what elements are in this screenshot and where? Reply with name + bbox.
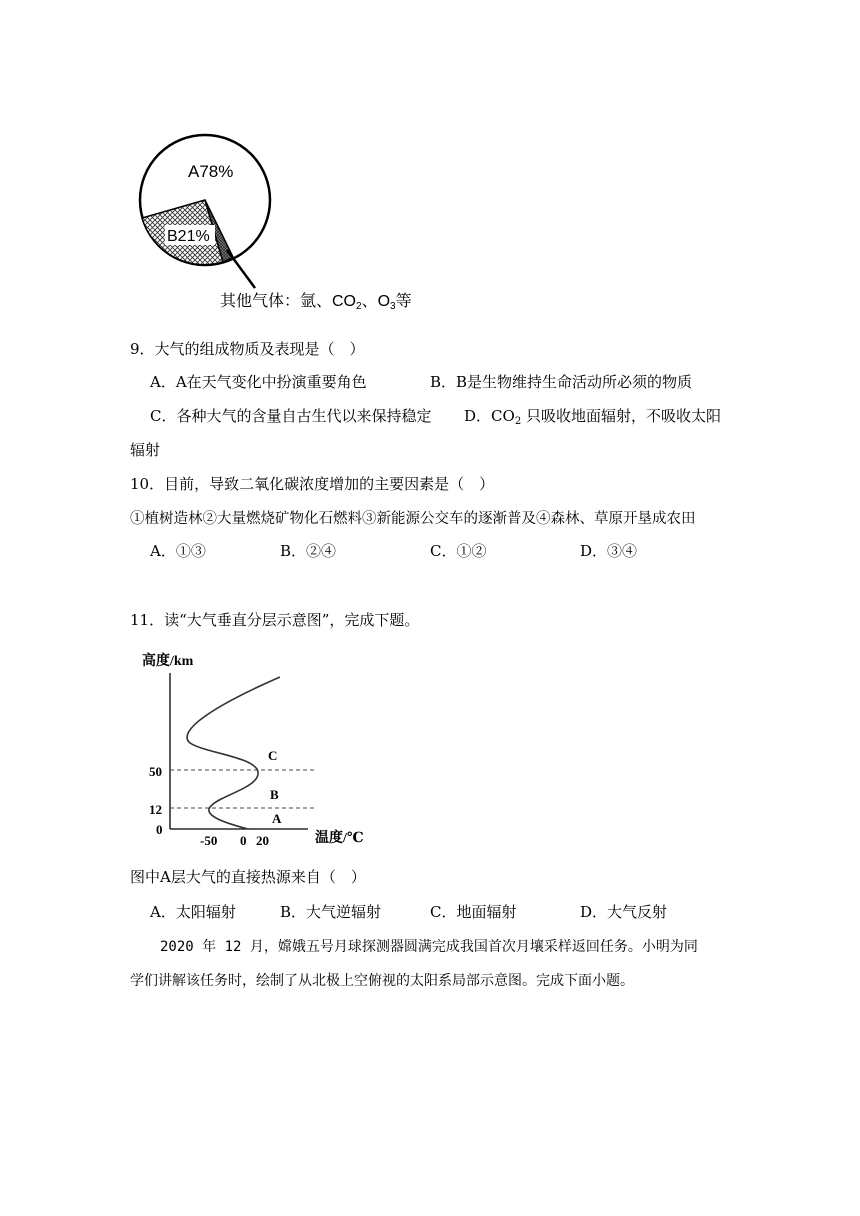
q10-option-b[interactable]: B．②④ xyxy=(280,542,337,560)
question-10-items: ①植树造林②大量燃烧矿物化石燃料③新能源公交车的逐渐普及④森林、草原开垦成农田 xyxy=(130,511,696,527)
q11-option-a[interactable]: A．太阳辐射 xyxy=(150,903,236,921)
q9-option-d-wrap: 辐射 xyxy=(130,441,161,459)
chart-ylabel: 高度/km xyxy=(142,654,194,669)
chart-xlabel: 温度/℃ xyxy=(315,831,364,846)
x-tick-20: 20 xyxy=(256,833,269,848)
layer-label-c: C xyxy=(268,748,278,763)
q11-option-d[interactable]: D．大气反射 xyxy=(580,903,668,921)
q9-option-c[interactable]: C．各种大气的含量自古生代以来保持稳定 xyxy=(150,407,432,425)
x-tick-neg50: -50 xyxy=(200,833,218,848)
q11-option-c[interactable]: C．地面辐射 xyxy=(430,903,517,921)
atmosphere-layer-chart xyxy=(130,645,380,850)
q10-option-c[interactable]: C．①② xyxy=(430,542,487,560)
q10-option-d[interactable]: D．③④ xyxy=(580,542,638,560)
temperature-curve xyxy=(187,677,280,829)
q9-option-a[interactable]: A．A在天气变化中扮演重要角色 xyxy=(150,373,367,391)
atmosphere-composition-pie xyxy=(125,100,455,315)
q10-option-a[interactable]: A．①③ xyxy=(150,542,206,560)
q9-option-b[interactable]: B．B是生物维持生命活动所必须的物质 xyxy=(430,373,693,391)
y-tick-0: 0 xyxy=(156,822,163,837)
layer-label-b: B xyxy=(270,787,279,802)
pie-pointer xyxy=(227,250,255,288)
y-tick-12: 12 xyxy=(149,802,162,817)
question-11-stem: 11．读“大气垂直分层示意图”，完成下题。 xyxy=(130,611,420,629)
question-10-stem: 10．目前，导致二氧化碳浓度增加的主要因素是（ ） xyxy=(130,475,495,493)
pie-caption: 其他气体：氩、$CO_2$、$O_3$等 xyxy=(220,293,412,312)
pie-label-a: A78% xyxy=(188,162,234,181)
q11-option-b[interactable]: B．大气逆辐射 xyxy=(280,903,382,921)
pie-label-b: B21% xyxy=(167,228,210,245)
question-9-stem: 9．大气的组成物质及表现是（ ） xyxy=(130,340,365,358)
x-tick-0: 0 xyxy=(240,833,247,848)
layer-label-a: A xyxy=(272,811,282,826)
y-tick-50: 50 xyxy=(149,764,162,779)
q9-option-d[interactable]: D．$CO_2$ 只吸收地面辐射，不吸收太阳 xyxy=(464,407,721,427)
passage-line-2: 学们讲解该任务时，绘制了从北极上空俯视的太阳系局部示意图。完成下面小题。 xyxy=(130,973,634,989)
question-11-sub-stem: 图中A层大气的直接热源来自（ ） xyxy=(130,868,366,886)
passage-line-1: 2020 年 12 月，嫦娥五号月球探测器圆满完成我国首次月壤采样返回任务。小明为同 xyxy=(160,939,698,955)
